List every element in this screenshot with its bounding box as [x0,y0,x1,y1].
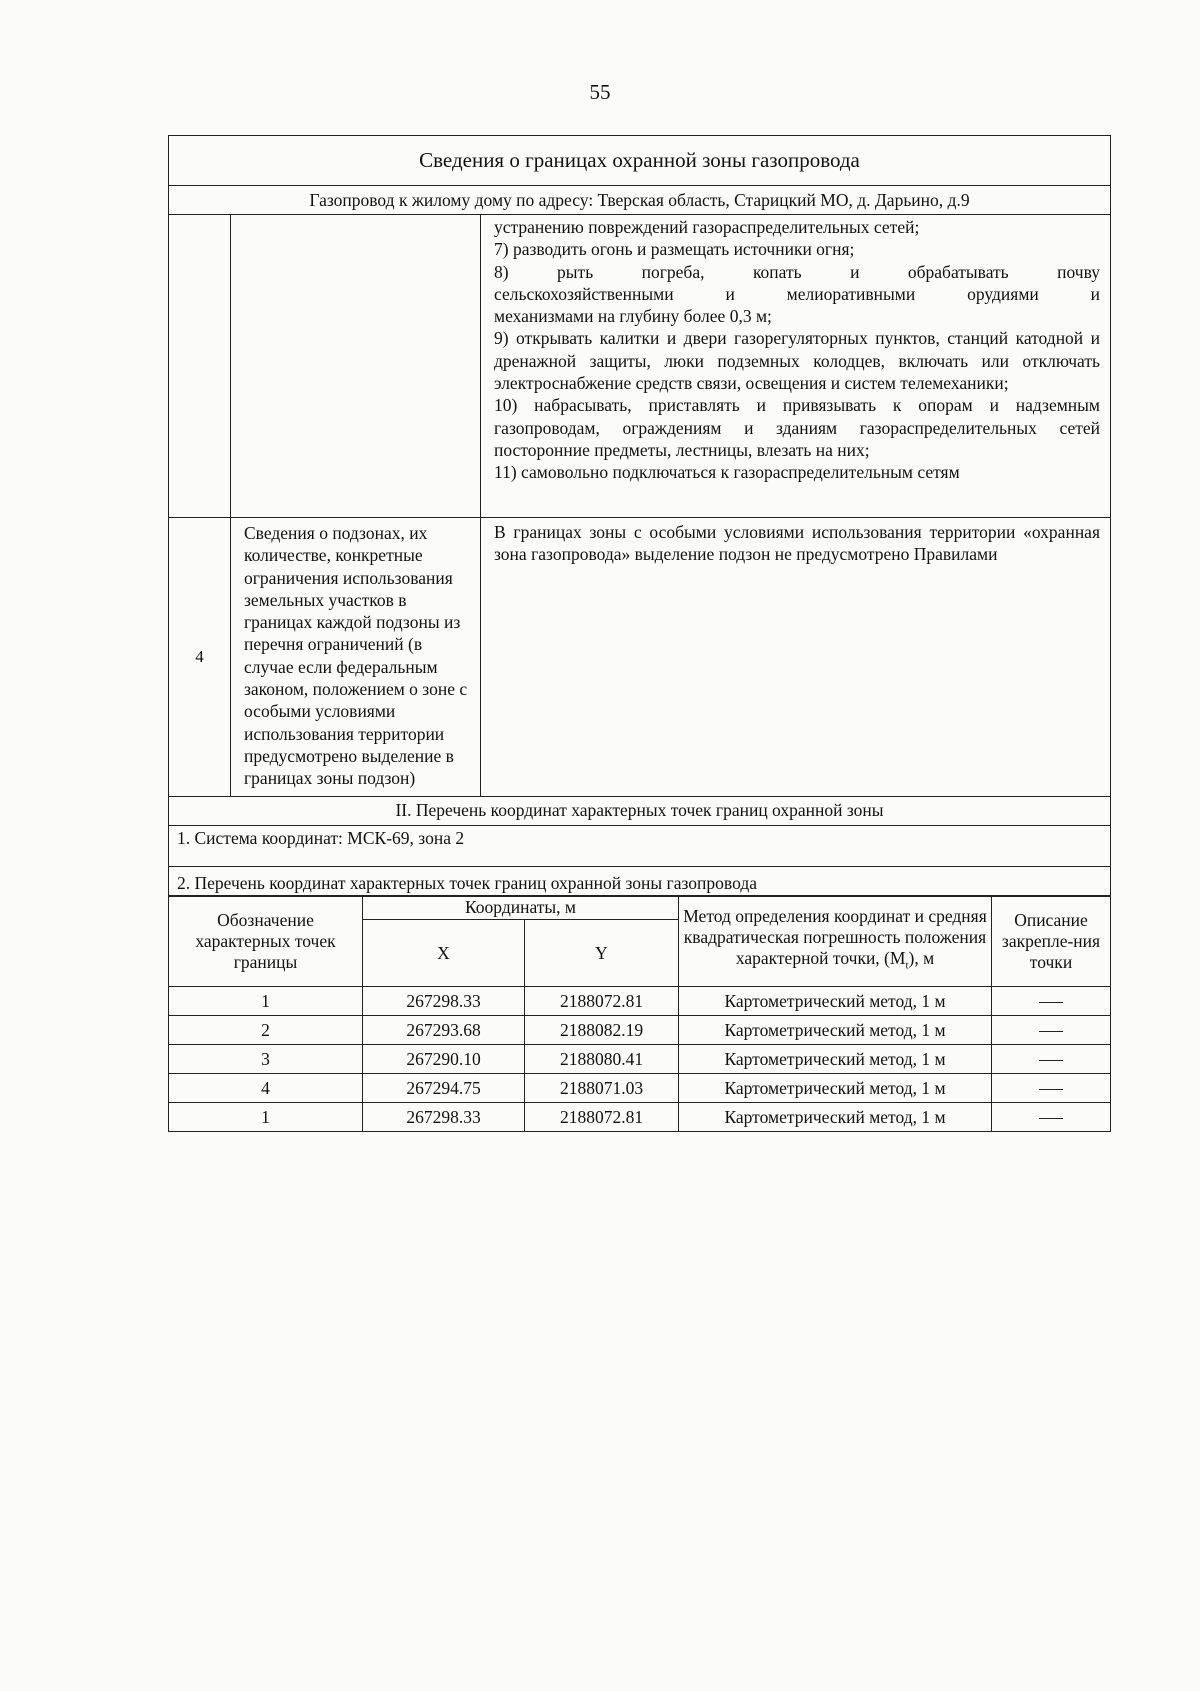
restriction-line: устранению повреждений газораспределительных сетей; [494,217,920,237]
dash-icon [1039,1002,1063,1003]
subzones-row [169,518,1111,797]
x-cell: 267294.75 [363,1074,525,1103]
restriction-item-7: 7) разводить огонь и размещать источники огня; [494,239,855,260]
row-number: 4 [169,518,231,797]
description-cell [992,1074,1111,1103]
header-designation: Обозначение характерных точек границы [169,896,363,987]
restriction-item-8-line2: сельскохозяйственными и мелиоративными орудиями и [494,283,1100,304]
page-number: 55 [589,80,611,104]
restriction-item-10: 10) набрасывать, приставлять и привязывать к опорам и надземным газопроводам, ограждениям и зданиям газораспределительных сетей посторонние предметы, лестницы, влезать на них; [494,395,1100,460]
dash-icon [1039,1060,1063,1061]
table-row [169,1016,1111,1045]
x-cell: 267298.33 [363,1103,525,1132]
header-method-suffix: ), м [908,947,935,968]
restrictions-row [169,215,1111,518]
row-number-empty [169,215,231,518]
dash-icon [1039,1089,1063,1090]
description-cell [992,1045,1111,1074]
subzones-text: В границах зоны с особыми условиями использования территории «охранная зона газопровода» выделение подзон не предусмотрено Правилами [481,518,1111,797]
header-method-subscript: t [905,959,909,972]
document-title: Сведения о границах охранной зоны газопровода [169,136,1111,186]
restrictions-text [481,215,1111,518]
restriction-item-8-line1: 8) рыть погреба, копать и обрабатывать почву [494,261,1100,282]
protection-zone-document [168,135,1110,1132]
method-cell: Картометрический метод, 1 м [679,1074,992,1103]
restriction-item-11: 11) самовольно подключаться к газораспределительным сетям [494,462,960,483]
coordinates-list-title: 2. Перечень координат характерных точек границ охранной зоны газопровода [169,866,1111,896]
point-cell: 3 [169,1045,363,1074]
restriction-item-8-line3: механизмами на глубину более 0,3 м; [494,306,772,327]
y-cell: 2188072.81 [525,987,679,1016]
subzones-label: Сведения о подзонах, их количестве, конкретные ограничения использования земельных участков в границах каждой подзоны из перечня ограничений (в случае если федеральным законом, положением о зоне с особыми условиями использования территории предусмотрено выделение в границах зоны подзон) [231,518,481,797]
header-y: Y [525,920,679,987]
restrictions-label-empty [231,215,481,518]
method-cell: Картометрический метод, 1 м [679,1045,992,1074]
method-cell: Картометрический метод, 1 м [679,987,992,1016]
header-method-text: Метод определения координат и средняя квадратическая погрешность положения характерной точки, (M [683,905,987,968]
section-2-title: II. Перечень координат характерных точек границ охранной зоны [169,796,1111,825]
table-row [169,1045,1111,1074]
point-cell: 2 [169,1016,363,1045]
header-method [679,896,992,987]
y-cell: 2188082.19 [525,1016,679,1045]
x-cell: 267298.33 [363,987,525,1016]
coordinates-table [168,895,1111,1132]
zone-info-table [168,135,1111,897]
x-cell: 267293.68 [363,1016,525,1045]
dash-icon [1039,1118,1063,1119]
description-cell [992,1103,1111,1132]
table-row [169,987,1111,1016]
y-cell: 2188072.81 [525,1103,679,1132]
y-cell: 2188071.03 [525,1074,679,1103]
table-row [169,1103,1111,1132]
method-cell: Картометрический метод, 1 м [679,1016,992,1045]
point-cell: 1 [169,987,363,1016]
restriction-item-9: 9) открывать калитки и двери газорегуляторных пунктов, станций катодной и дренажной защиты, люки подземных колодцев, включать или отключать электроснабжение средств связи, освещения и систем телемеханики; [494,328,1100,394]
y-cell: 2188080.41 [525,1045,679,1074]
header-x: X [363,920,525,987]
header-coordinates: Координаты, м [363,896,679,920]
description-cell [992,1016,1111,1045]
description-cell [992,987,1111,1016]
table-row [169,1074,1111,1103]
x-cell: 267290.10 [363,1045,525,1074]
method-cell: Картометрический метод, 1 м [679,1103,992,1132]
coordinate-system: 1. Система координат: МСК-69, зона 2 [169,825,1111,866]
dash-icon [1039,1031,1063,1032]
point-cell: 4 [169,1074,363,1103]
header-description: Описание закрепле-ния точки [992,896,1111,987]
pipeline-address: Газопровод к жилому дому по адресу: Тверская область, Старицкий МО, д. Дарьино, д.9 [169,186,1111,215]
point-cell: 1 [169,1103,363,1132]
